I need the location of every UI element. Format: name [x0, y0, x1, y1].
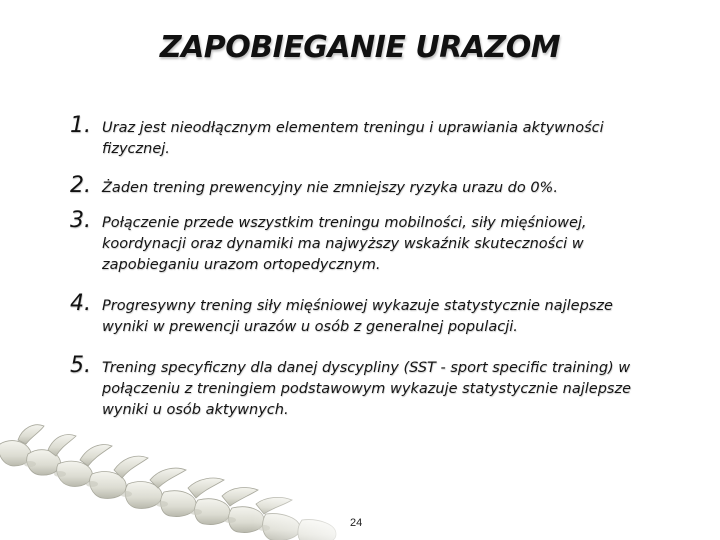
page-number: 24: [350, 517, 363, 529]
list-item-text: Żaden trening prewencyjny nie zmniejszy ryzyka urazu do 0%.: [102, 180, 558, 196]
spine-illustration: [0, 420, 363, 540]
list-item: [70, 291, 650, 338]
list-item-number: 2.: [70, 173, 91, 198]
slide-title: ZAPOBIEGANIE URAZOM: [159, 30, 561, 65]
list-item-text: Uraz jest nieodłącznym elementem treningu i uprawiania aktywności fizycznej.: [102, 120, 604, 157]
list-item-text: Trening specyficzny dla danej dyscypliny (SST - sport specific training) w połączeniu z treningiem podstawowym wykazuje statystycznie najlepsze wyniki u osób aktywnych.: [102, 360, 632, 418]
list-item: [70, 353, 650, 421]
list-item: [70, 173, 650, 199]
list-item: [70, 208, 650, 276]
list-item-number: 3.: [70, 208, 91, 233]
numbered-list: [70, 113, 650, 421]
list-item: [70, 113, 650, 160]
list-item-number: 4.: [70, 291, 91, 316]
list-item-text: Progresywny trening siły mięśniowej wykazuje statystycznie najlepsze wyniki w prewencji urazów u osób z generalnej populacji.: [102, 298, 613, 335]
list-item-number: 1.: [70, 113, 91, 138]
list-item-text: Połączenie przede wszystkim treningu mobilności, siły mięśniowej, koordynacji oraz dynamiki ma najwyższy wskaźnik skuteczności w zapobieganiu urazom ortopedycznym.: [102, 215, 587, 273]
list-item-number: 5.: [70, 353, 91, 378]
